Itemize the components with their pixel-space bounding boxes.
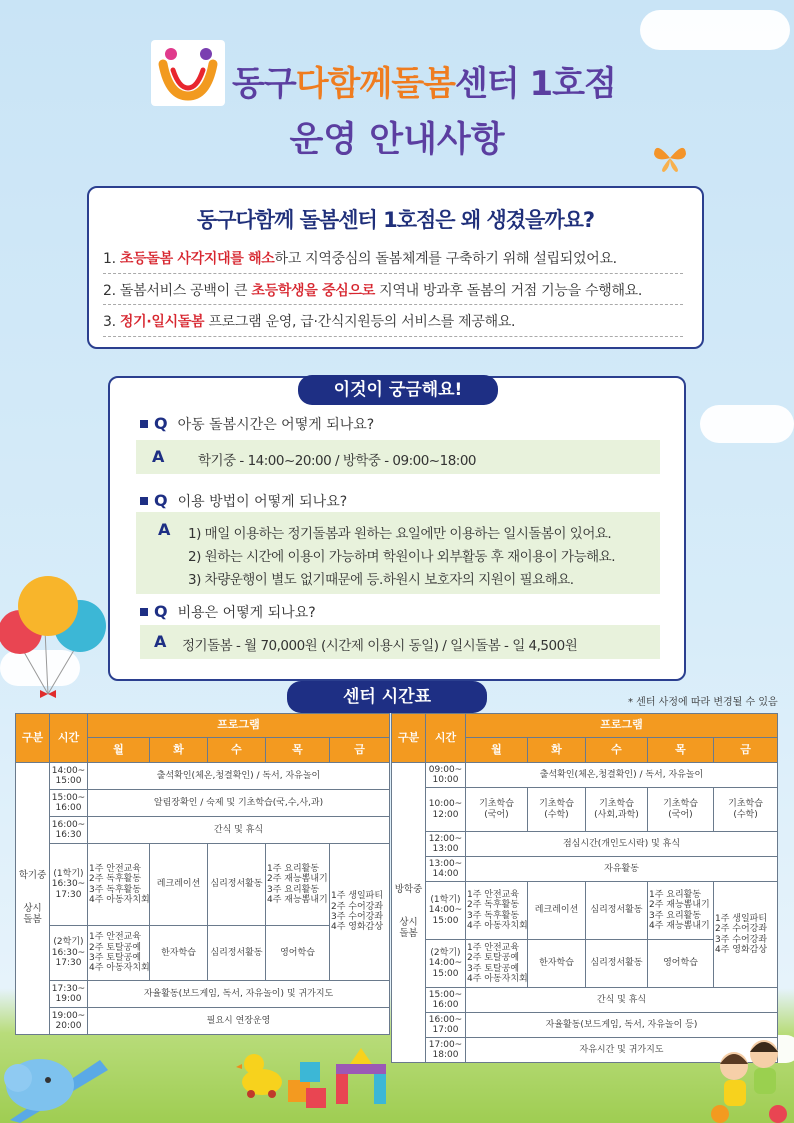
header-day: 수 [208, 738, 266, 763]
program-cell: 1주 안전교육 2주 토탈공예 3주 토탈공예 4주 아동자치회 [88, 926, 150, 981]
why-item: 1. 초등돌봄 사각지대를 해소하고 지역중심의 돌봄체계를 구축하기 위해 설립되었어요. [103, 251, 617, 267]
page-title [232, 56, 616, 105]
time-cell: (1학기) 14:00~ 15:00 [426, 882, 466, 940]
faq-section [108, 376, 686, 681]
program-cell: 출석확인(체온,청결확인) / 독서, 자유놀이 [466, 763, 778, 788]
program-cell: 기초학습 (수학) [528, 788, 586, 832]
category-cell: 방학중 상시 돌봄 [392, 763, 426, 1063]
program-cell: 기초학습 (국어) [648, 788, 714, 832]
program-cell: 1주 안전교육 2주 독후활동 3주 독후활동 4주 아동자치회 [88, 844, 150, 926]
time-cell: 16:00~ 16:30 [50, 817, 88, 844]
program-cell: 1주 생일파티 2주 수어강좌 3주 수어강좌 4주 영화감상 [714, 882, 778, 988]
title-part: 센터 1호점 [454, 64, 616, 104]
faq-answer: A 학기중 - 14:00~20:00 / 방학중 - 09:00~18:00 [136, 440, 660, 474]
time-cell: 19:00~ 20:00 [50, 1008, 88, 1035]
program-cell: 기초학습 (국어) [466, 788, 528, 832]
header-day: 화 [528, 738, 586, 763]
header-day: 화 [150, 738, 208, 763]
header-day: 월 [466, 738, 528, 763]
faq-heading: 이것이 궁금해요! [298, 375, 498, 405]
faq-answer: A 정기돌봄 - 월 70,000원 (시간제 이용시 동일) / 일시돌봄 - 일 4,500원 [140, 625, 660, 659]
blocks-decoration [280, 1040, 400, 1112]
header-time: 시간 [50, 714, 88, 763]
cloud-decoration [640, 10, 790, 50]
program-cell: 1주 안전교육 2주 독후활동 3주 독후활동 4주 아동자치회 [466, 882, 528, 940]
program-cell: 자유활동 [466, 857, 778, 882]
why-item: 3. 정기·일시돌봄 프로그램 운영, 급·간식지원등의 서비스를 제공해요. [103, 314, 516, 330]
time-cell: (1학기) 16:30~ 17:30 [50, 844, 88, 926]
divider [103, 336, 683, 337]
page-subtitle: 운영 안내사항 [289, 120, 505, 160]
program-cell: 알림장확인 / 숙제 및 기초학습(국,수,사,과) [88, 790, 390, 817]
header-category: 구분 [16, 714, 50, 763]
program-cell: 점심시간(개인도시락) 및 휴식 [466, 832, 778, 857]
faq-question: Q 비용은 어떻게 되나요? [140, 602, 316, 622]
heart-v-logo-icon [151, 40, 225, 106]
program-cell: 기초학습 (사회,과학) [586, 788, 648, 832]
header-day: 금 [330, 738, 390, 763]
program-cell: 1주 안전교육 2주 토탈공예 3주 토탈공예 4주 아동자치회 [466, 940, 528, 988]
program-cell: 레크레이션 [150, 844, 208, 926]
time-cell: 10:00~ 12:00 [426, 788, 466, 832]
program-cell: 1주 생일파티 2주 수어강좌 3주 수어강좌 4주 영화감상 [330, 844, 390, 981]
header-day: 월 [88, 738, 150, 763]
time-cell: 09:00~ 10:00 [426, 763, 466, 788]
program-cell: 간식 및 휴식 [466, 988, 778, 1013]
program-cell: 자유시간 및 귀가지도 [466, 1038, 778, 1063]
faq-answer: A 1) 매일 이용하는 정기돌봄과 원하는 요일에만 이용하는 일시돌봄이 있어요. 2) 원하는 시간에 이용이 가능하며 학원이나 외부활동 후 재이용이 가능해요. 3) 차량운행이 별도 없기때문에 등.하원시 보호자의 지원이 필요해요. [136, 512, 660, 594]
program-cell: 심리정서활동 [586, 940, 648, 988]
header-day: 목 [266, 738, 330, 763]
time-cell: 12:00~ 13:00 [426, 832, 466, 857]
time-cell: 16:00~ 17:00 [426, 1013, 466, 1038]
why-heading: 동구다함께 돌봄센터 1호점은 왜 생겼을까요? [196, 208, 595, 232]
title-part: 동구 [232, 64, 296, 104]
why-section [87, 186, 704, 349]
center-logo [151, 40, 225, 106]
header-day: 금 [714, 738, 778, 763]
header-time: 시간 [426, 714, 466, 763]
time-cell: 15:00~ 16:00 [50, 790, 88, 817]
header-program: 프로그램 [466, 714, 778, 738]
category-cell: 학기중 상시 돌봄 [16, 763, 50, 1035]
timetable-note: * 센터 사정에 따라 변경될 수 있음 [628, 697, 778, 708]
program-cell: 레크레이션 [528, 882, 586, 940]
children-decoration [700, 1020, 794, 1123]
time-cell: 17:00~ 18:00 [426, 1038, 466, 1063]
duck-toy-decoration [236, 1050, 286, 1100]
faq-question: Q 이용 방법이 어떻게 되나요? [140, 491, 347, 511]
program-cell: 영어학습 [266, 926, 330, 981]
program-cell: 한자학습 [150, 926, 208, 981]
header-day: 수 [586, 738, 648, 763]
square-bullet-icon [140, 497, 148, 505]
program-cell: 한자학습 [528, 940, 586, 988]
square-bullet-icon [140, 608, 148, 616]
header-category: 구분 [392, 714, 426, 763]
program-cell: 자율활동(보드게임, 독서, 자유놀이 등) [466, 1013, 778, 1038]
semester-timetable [15, 713, 390, 1035]
time-cell: 13:00~ 14:00 [426, 857, 466, 882]
square-bullet-icon [140, 420, 148, 428]
title-part: 돌봄 [391, 64, 455, 104]
program-cell: 심리정서활동 [586, 882, 648, 940]
program-cell: 출석확인(체온,청결확인) / 독서, 자유놀이 [88, 763, 390, 790]
program-cell: 간식 및 휴식 [88, 817, 390, 844]
header-program: 프로그램 [88, 714, 390, 738]
timetable-heading: 센터 시간표 [287, 681, 487, 713]
vacation-timetable [391, 713, 778, 1063]
cloud-decoration [700, 405, 794, 443]
time-cell: 15:00~ 16:00 [426, 988, 466, 1013]
why-item: 2. 돌봄서비스 공백이 큰 초등학생을 중심으로 지역내 방과후 돌봄의 거점 기능을 수행해요. [103, 283, 643, 299]
program-cell: 필요시 연장운영 [88, 1008, 390, 1035]
faq-question: Q 아동 돌봄시간은 어떻게 되나요? [140, 414, 374, 434]
butterfly-icon [650, 138, 690, 178]
time-cell: (2학기) 16:30~ 17:30 [50, 926, 88, 981]
balloons-decoration [0, 570, 110, 710]
header-day: 목 [648, 738, 714, 763]
program-cell: 영어학습 [648, 940, 714, 988]
program-cell: 자율활동(보드게임, 독서, 자유놀이) 및 귀가지도 [88, 981, 390, 1008]
divider [103, 273, 683, 274]
program-cell: 심리정서활동 [208, 926, 266, 981]
program-cell: 기초학습 (수학) [714, 788, 778, 832]
program-cell: 1주 요리활동 2주 재능뽐내기 3주 요리활동 4주 재능뽐내기 [266, 844, 330, 926]
title-part: 다함께 [295, 64, 392, 104]
time-cell: 17:30~ 19:00 [50, 981, 88, 1008]
program-cell: 1주 요리활동 2주 재능뽐내기 3주 요리활동 4주 재능뽐내기 [648, 882, 714, 940]
time-cell: 14:00~ 15:00 [50, 763, 88, 790]
elephant-slide-decoration [0, 1040, 110, 1123]
time-cell: (2학기) 14:00~ 15:00 [426, 940, 466, 988]
program-cell: 심리정서활동 [208, 844, 266, 926]
divider [103, 304, 683, 305]
